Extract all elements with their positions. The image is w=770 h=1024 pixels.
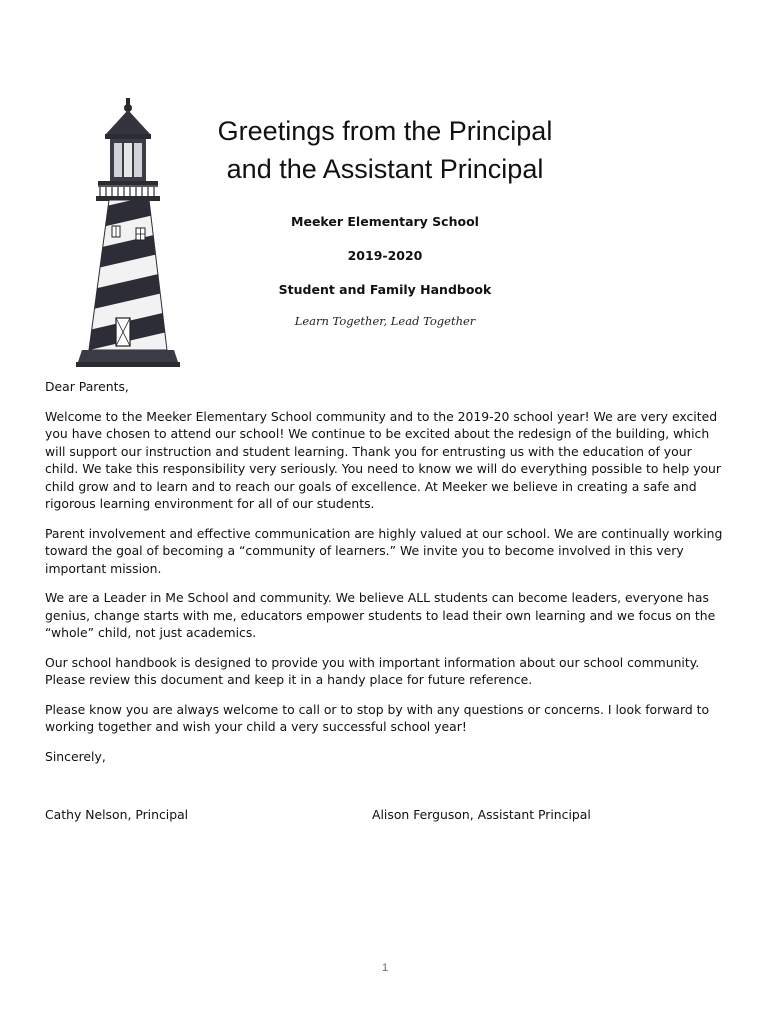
school-year: 2019-2020: [347, 248, 423, 263]
title-line-2: and the Assistant Principal: [226, 154, 544, 184]
salutation: Dear Parents,: [45, 379, 129, 394]
page-title: [190, 112, 580, 188]
letter-body: [45, 378, 725, 777]
motto: Learn Together, Lead Together: [294, 314, 476, 328]
school-name: Meeker Elementary School: [291, 214, 479, 229]
closing: Sincerely,: [45, 748, 106, 764]
lighthouse-icon: [72, 96, 184, 368]
principal-signature: Cathy Nelson, Principal: [45, 807, 189, 822]
handbook-title: Student and Family Handbook: [278, 282, 492, 297]
title-line-1: Greetings from the Principal: [217, 116, 553, 146]
letter-paragraph: Welcome to the Meeker Elementary School community and to the 2019-20 school year! We are very excited you have chosen to attend our school! We continue to be excited about the redesign of the building, which will support our instruction and student learning. Thank you for entrusting us with the education of your child. We take this responsibility very seriously. You need to know we will do everything possible to help your child grow and to learn and to reach our goals of excellence. At Meeker we believe in creating a safe and rigorous learning environment for all of our students.: [45, 408, 721, 511]
letter-paragraph: Our school handbook is designed to provide you with important information about our school community. Please review this document and keep it in a handy place for future reference.: [45, 654, 700, 687]
assistant-principal-signature: Alison Ferguson, Assistant Principal: [372, 807, 591, 822]
page-number: 1: [381, 962, 389, 974]
letter-paragraph: We are a Leader in Me School and community. We believe ALL students can become leaders, everyone has genius, change starts with me, educators empower students to lead their own learning and we focus on the “whole” child, not just academics.: [45, 590, 716, 640]
letter-paragraph: Please know you are always welcome to call or to stop by with any questions or concerns. I look forward to working together and wish your child a very successful school year!: [45, 701, 710, 734]
letter-paragraph: Parent involvement and effective communication are highly valued at our school. We are continually working toward the goal of becoming a “community of learners.” We invite you to become involved in this very important mission.: [45, 525, 723, 576]
